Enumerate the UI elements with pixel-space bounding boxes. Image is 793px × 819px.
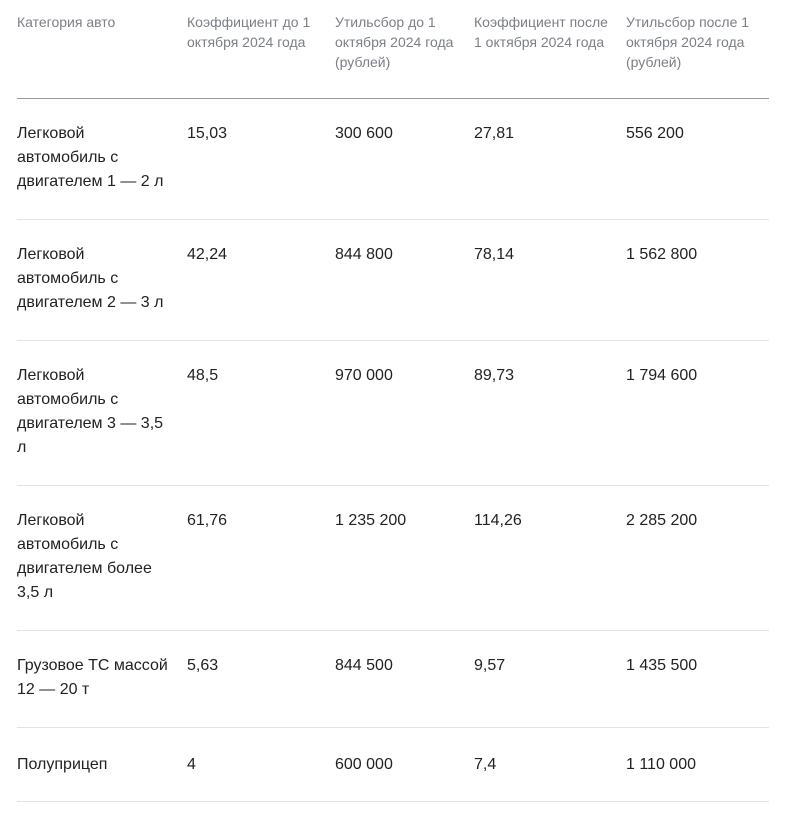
cell-fee-after: 1 435 500 <box>626 631 769 728</box>
cell-coef-before: 4 <box>187 728 335 802</box>
table-body <box>17 99 769 802</box>
cell-category: Грузовое ТС массой 12 — 20 т <box>17 631 187 728</box>
header-coef-after: Коэффициент после 1 октября 2024 года <box>474 0 626 99</box>
table-header <box>17 0 769 99</box>
cell-coef-after: 89,73 <box>474 341 626 486</box>
recycling-fee-table <box>17 0 769 802</box>
cell-coef-after: 114,26 <box>474 486 626 631</box>
cell-fee-before: 1 235 200 <box>335 486 474 631</box>
cell-category: Полуприцеп <box>17 728 187 802</box>
cell-fee-before: 300 600 <box>335 99 474 220</box>
cell-fee-before: 844 800 <box>335 220 474 341</box>
header-fee-before: Утильсбор до 1 октября 2024 года (рублей) <box>335 0 474 99</box>
header-fee-after: Утильсбор после 1 октября 2024 года (рублей) <box>626 0 769 99</box>
table-row <box>17 728 769 802</box>
header-row <box>17 0 769 99</box>
cell-coef-before: 42,24 <box>187 220 335 341</box>
cell-fee-after: 1 562 800 <box>626 220 769 341</box>
cell-fee-after: 1 110 000 <box>626 728 769 802</box>
cell-coef-after: 27,81 <box>474 99 626 220</box>
cell-fee-after: 1 794 600 <box>626 341 769 486</box>
cell-coef-before: 48,5 <box>187 341 335 486</box>
cell-coef-after: 7,4 <box>474 728 626 802</box>
cell-category: Легковой автомобиль с двигателем 3 — 3,5 л <box>17 341 187 486</box>
cell-category: Легковой автомобиль с двигателем более 3,5 л <box>17 486 187 631</box>
cell-fee-before: 600 000 <box>335 728 474 802</box>
recycling-fee-table-container <box>17 0 769 802</box>
cell-coef-after: 9,57 <box>474 631 626 728</box>
table-row <box>17 631 769 728</box>
cell-category: Легковой автомобиль с двигателем 1 — 2 л <box>17 99 187 220</box>
cell-fee-before: 970 000 <box>335 341 474 486</box>
table-row <box>17 486 769 631</box>
cell-coef-before: 5,63 <box>187 631 335 728</box>
cell-coef-before: 15,03 <box>187 99 335 220</box>
table-row <box>17 341 769 486</box>
cell-category: Легковой автомобиль с двигателем 2 — 3 л <box>17 220 187 341</box>
header-coef-before: Коэффициент до 1 октября 2024 года <box>187 0 335 99</box>
cell-coef-before: 61,76 <box>187 486 335 631</box>
table-row <box>17 99 769 220</box>
cell-coef-after: 78,14 <box>474 220 626 341</box>
header-category: Категория авто <box>17 0 187 99</box>
cell-fee-before: 844 500 <box>335 631 474 728</box>
table-row <box>17 220 769 341</box>
cell-fee-after: 2 285 200 <box>626 486 769 631</box>
cell-fee-after: 556 200 <box>626 99 769 220</box>
